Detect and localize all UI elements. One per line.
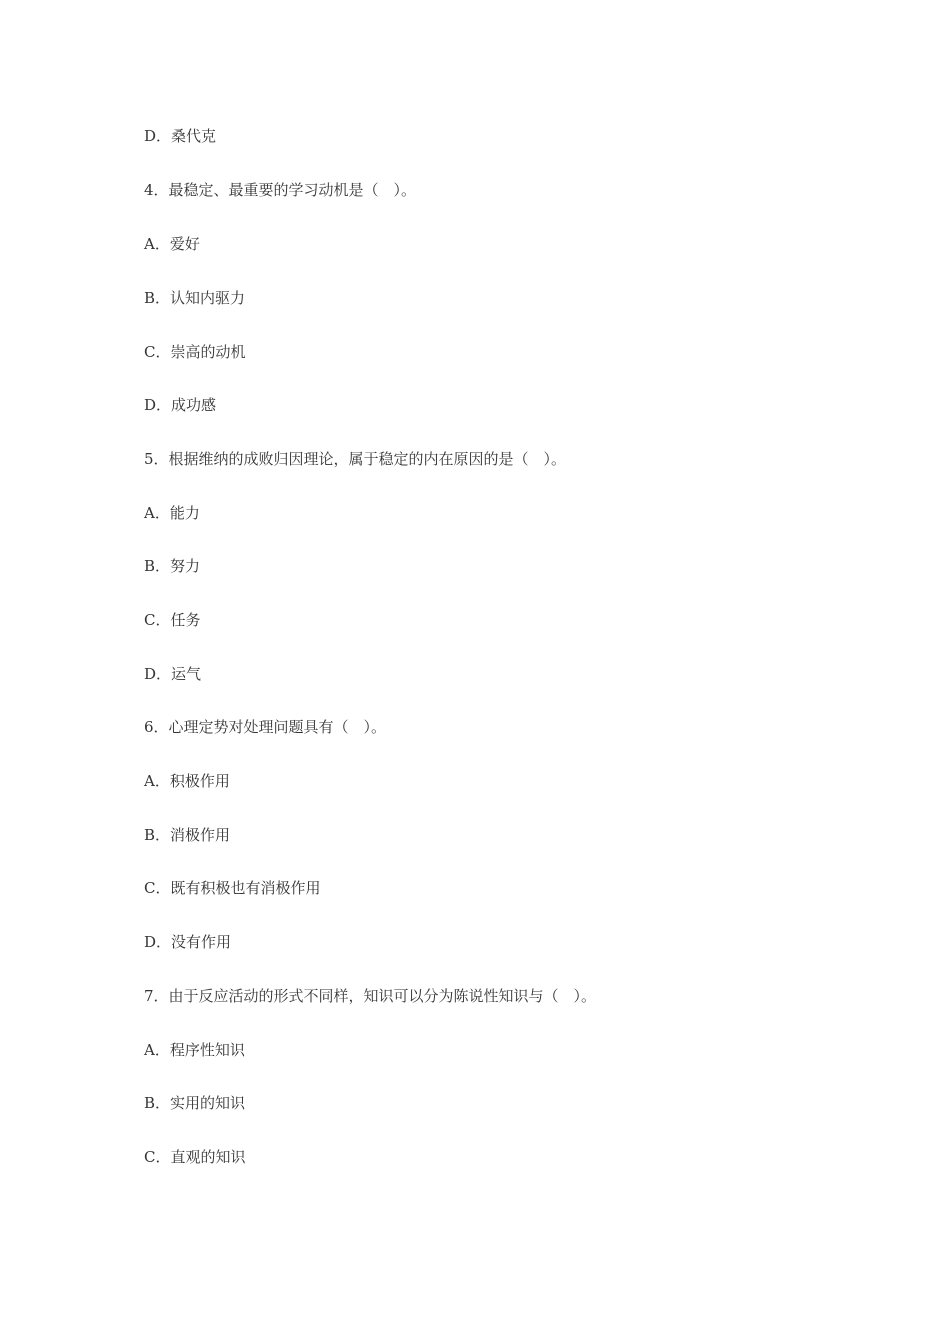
question-7: 7．由于反应活动的形式不同样，知识可以分为陈说性知识与（ ）。 [144, 987, 597, 1005]
question-6: 6．心理定势对处理问题具有（ ）。 [144, 718, 387, 736]
option-c-q7: C．直观的知识 [144, 1148, 246, 1166]
option-b-q6: B．消极作用 [144, 826, 231, 844]
option-a-q7: A．程序性知识 [144, 1041, 245, 1059]
option-b-q5: B．努力 [144, 557, 201, 575]
option-a-q6: A．积极作用 [144, 772, 230, 790]
option-c-q4: C．崇高的动机 [144, 343, 246, 361]
option-d-q5: D．运气 [144, 665, 202, 683]
option-d-q3: D．桑代克 [144, 127, 217, 145]
option-d-q6: D．没有作用 [144, 933, 232, 951]
option-a-q4: A．爱好 [144, 235, 200, 253]
option-c-q6: C．既有积极也有消极作用 [144, 879, 321, 897]
option-a-q5: A．能力 [144, 504, 200, 522]
question-5: 5．根据维纳的成败归因理论，属于稳定的内在原因的是（ ）。 [144, 450, 567, 468]
question-4: 4．最稳定、最重要的学习动机是（ ）。 [144, 181, 417, 199]
option-b-q4: B．认知内驱力 [144, 289, 246, 307]
option-b-q7: B．实用的知识 [144, 1094, 246, 1112]
option-d-q4: D．成功感 [144, 396, 217, 414]
option-c-q5: C．任务 [144, 611, 201, 629]
